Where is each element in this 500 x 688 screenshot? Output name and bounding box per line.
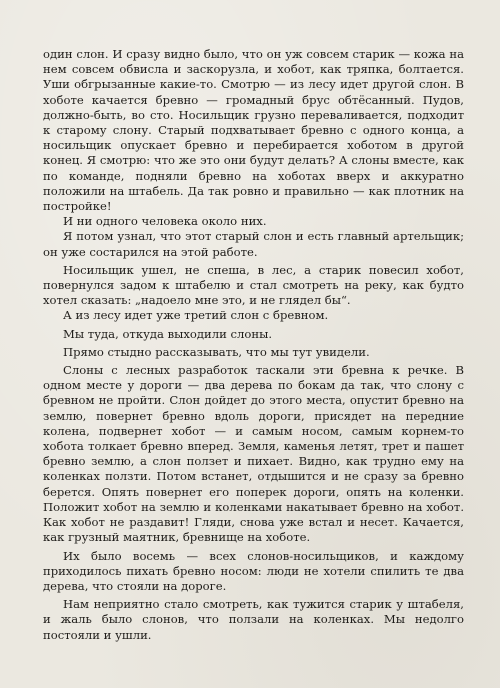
paragraph-continuation: один слон. И сразу видно было, что он уж совсем старик — кожа на нем совсем обвисла и заскорузла, и хобот, как тряпка, болтается. Уши обгрызанные какие-то. Смотрю — из лесу идет другой слон. В хоботе качается бревно — громадный брус обтёсанный. Пудов, должно-быть, во сто. Носильщик грузно переваливается, подходит к старому слону. Старый подхватывает бревно с одного конца, а носильщик опускает бревно и перебирается хоботом в другой конец. Я смотрю: что же это они будут делать? А слоны вместе, как по команде, подняли бревно на хоботах вверх и аккуратно положили на штабель. Да так ровно и правильно — как плотник на постройке! — [43, 47, 464, 214]
paragraph: А из лесу идет уже третий слон с бревном. — [63, 308, 329, 323]
paragraph: И ни одного человека около них. — [63, 214, 267, 229]
paragraph: Их было восемь — всех слонов-носильщиков, и каждому приходилось пихать бревно носом: люди не хотели спилить те два дерева, что стояли на дороге. — [43, 548, 464, 593]
paragraph: Нам неприятно стало смотреть, как тужится старик у штабеля, и жаль было слонов, что ползали на коленках. Мы недолго постояли и ушли. — [43, 597, 464, 642]
paragraph: Я потом узнал, что этот старый слон и есть главный артельщик; он уже состарился на этой работе. — [43, 229, 464, 259]
paragraph: Носильщик ушел, не спеша, в лес, а старик повесил хобот, повернулся задом к штабелю и стал смотреть на реку, как будто хотел сказать: „надоело мне это, и не глядел бы“. — [43, 262, 464, 308]
story-text — [43, 47, 464, 643]
paragraph: Прямо стыдно рассказывать, что мы тут увидели. — [63, 344, 370, 359]
paragraph: Слоны с лесных разработок таскали эти бревна к речке. В одном месте у дороги — два дерева по бокам да так, что слону с бревном не пройти. Слон дойдет до этого места, опустит бревно на землю, повернет бревно вдоль дороги, присядет на передние колена, подвернет хобот — и самым носом, самым корнем-то хобота толкает бревно вперед. Земля, каменья летят, трет и пашет бревно землю, а слон ползет и пихает. Видно, как трудно ему на коленках ползти. Потом встанет, отдышится и не сразу за бревно берется. Опять повернет его поперек дороги, опять на коленки. Положит хобот на землю и коленками накатывает бревно на хобот. Как хобот не раздавит! Гляди, снова уже встал и несет. Качается, как грузный маятник, бревнище на хоботе. — [43, 363, 464, 545]
paragraph: Мы туда, откуда выходили слоны. — [63, 326, 273, 341]
